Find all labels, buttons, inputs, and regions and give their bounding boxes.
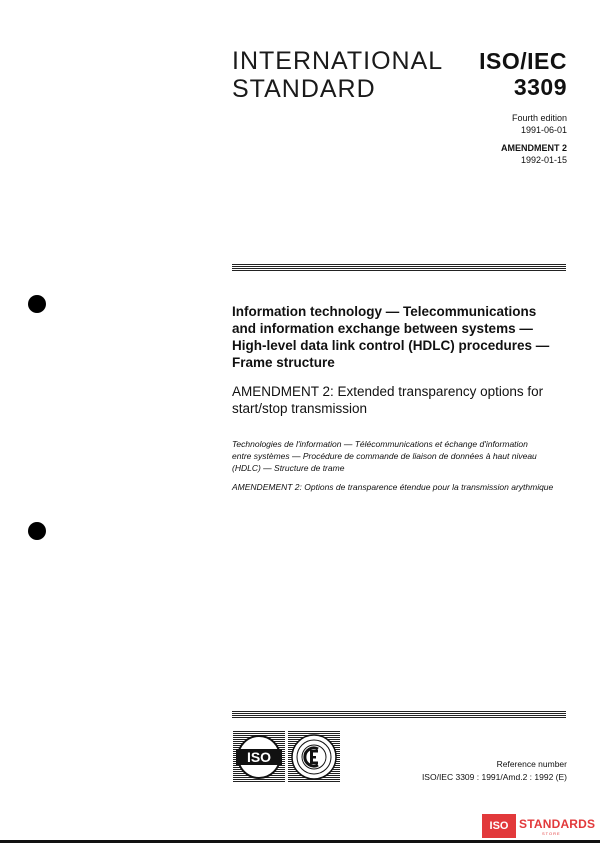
reference-block [422,758,567,784]
punch-hole-bottom [28,522,46,540]
amendment-title-line: start/stop transmission [232,401,368,416]
english-title-line: and information exchange between systems — [232,321,533,336]
watermark-subtext: STORE [542,831,561,836]
standard-id: 3309 [513,74,567,100]
amendment-date: 1992-01-15 [520,155,567,165]
edition-date: 1991-06-01 [520,125,567,135]
edition-block [512,112,567,136]
document-type [232,47,443,103]
top-divider [232,264,566,271]
english-title-line: Information technology — Telecommunications [232,304,537,319]
french-title-line: (HDLC) — Structure de trame [232,463,345,473]
page-bottom-rule [0,840,600,843]
edition-label: Fourth edition [511,113,567,123]
amendment-title-line: AMENDMENT 2: Extended transparency options for [232,384,544,399]
reference-number: ISO/IEC 3309 : 1991/Amd.2 : 1992 (E) [421,772,567,782]
english-title [232,303,572,371]
iec-logo [288,731,340,783]
french-amendment-title: AMENDEMENT 2: Options de transparence étendue pour la transmission arythmique [232,482,554,492]
iso-standards-watermark[interactable] [482,812,600,840]
french-title [232,438,572,474]
watermark-iso-badge: ISO [482,814,516,838]
doc-type-line1: INTERNATIONAL [232,47,444,75]
french-title-line: entre systèmes — Procédure de commande de liaison de données à haut niveau [232,451,537,461]
amendment-title [232,383,572,417]
watermark-text: STANDARDS [519,817,596,831]
reference-label: Reference number [496,759,567,769]
french-title-line: Technologies de l'information — Télécommunications et échange d'information [232,439,528,449]
amendment-label: AMENDMENT 2 [500,143,567,153]
amendment-block [501,142,567,166]
punch-hole-top [28,295,46,313]
iso-logo [233,731,285,783]
english-title-line: Frame structure [232,355,335,370]
bottom-divider [232,711,566,718]
english-title-line: High-level data link control (HDLC) procedures — [232,338,550,353]
iso-logo-text: ISO [246,749,272,765]
standard-prefix: ISO/IEC [479,48,567,74]
doc-type-line2: STANDARD [232,75,376,103]
standard-number [479,48,567,100]
